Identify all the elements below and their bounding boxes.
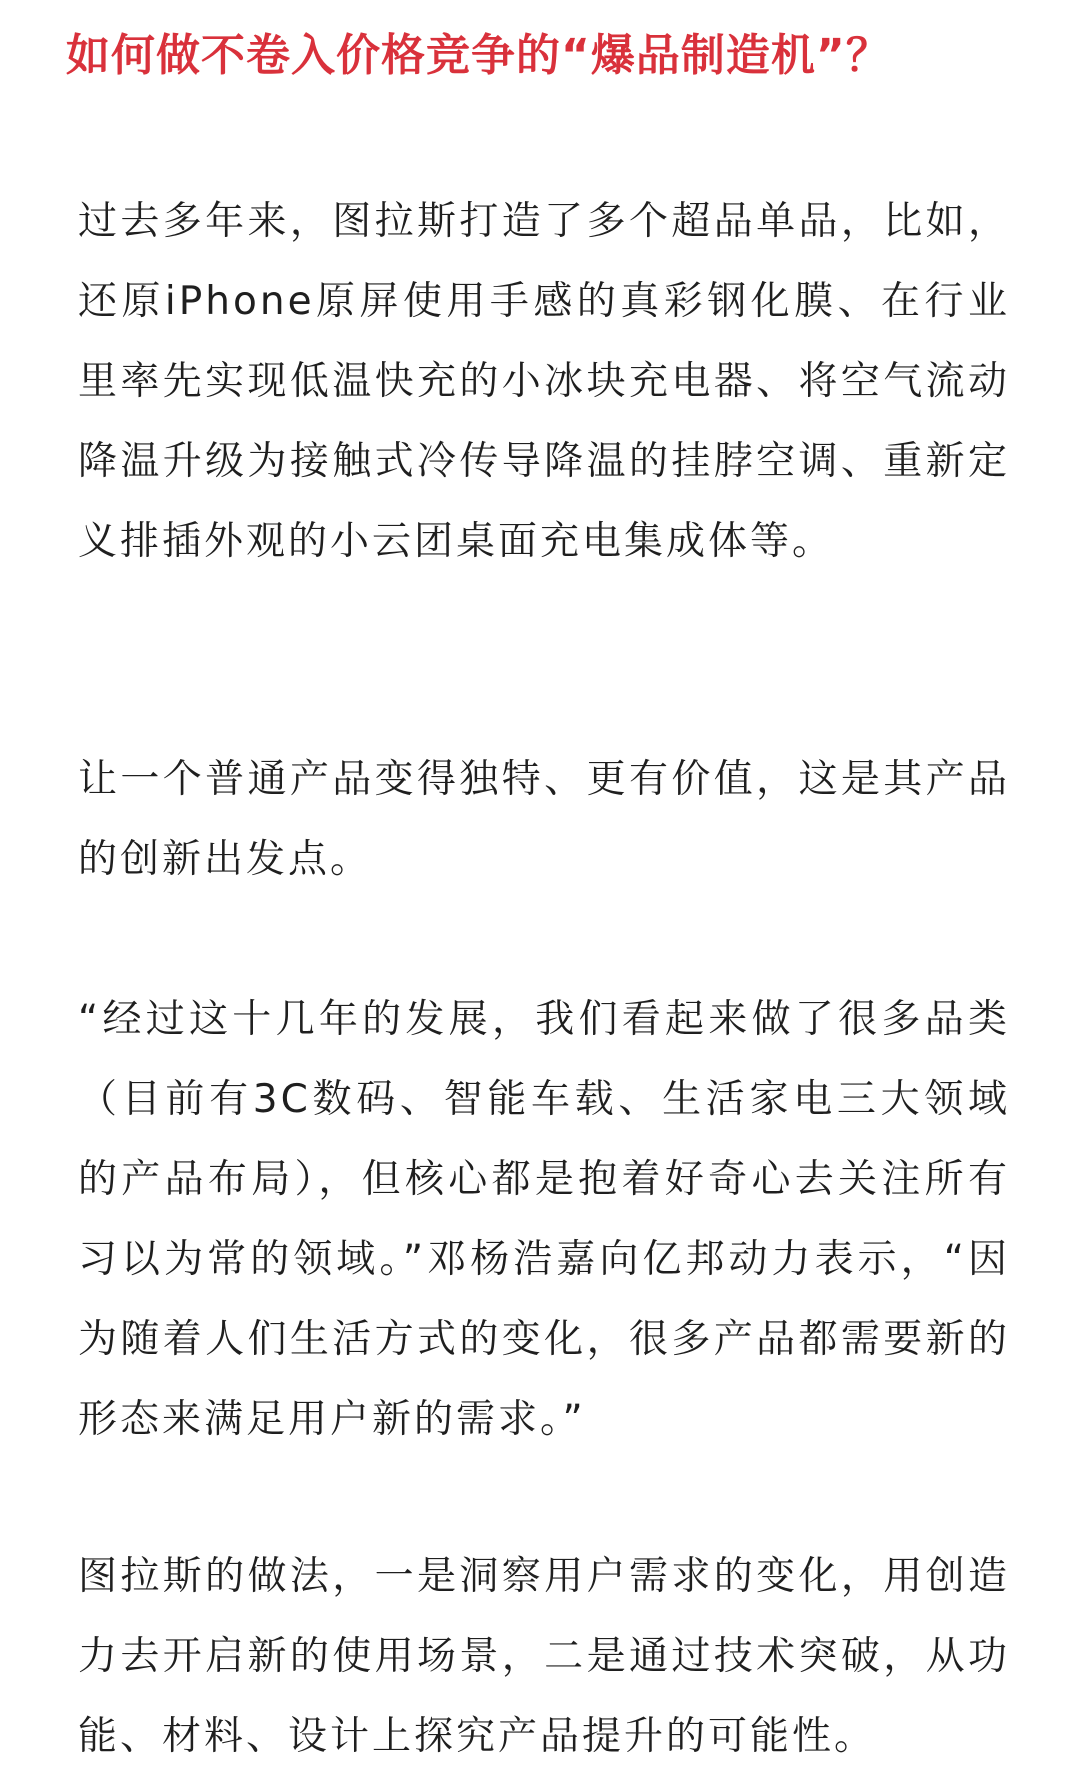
paragraph-approach: 图拉斯的做法，一是洞察用户需求的变化，用创造力去开启新的使用场景，二是通过技术突破，从功能、材料、设计上探究产品提升的可能性。 [78,1554,1010,1759]
paragraph-innovation-origin: 让一个普通产品变得独特、更有价值，这是其产品的创新出发点。 [78,757,1010,882]
section-heading: 如何做不卷入价格竞争的“爆品制造机”？ [66,30,891,81]
paragraph-quote: “经过这十几年的发展，我们看起来做了很多品类（目前有3C数码、智能车载、生活家电三大领域的产品布局），但核心都是抱着好奇心去关注所有习以为常的领域。”邓杨浩嘉向亿邦动力表示，“因为随着人们生活方式的变化，很多产品都需要新的形态来满足用户新的需求。” [78,997,1010,1442]
paragraph-product-list: 过去多年来，图拉斯打造了多个超品单品，比如，还原iPhone原屏使用手感的真彩钢化膜、在行业里率先实现低温快充的小冰块充电器、将空气流动降温升级为接触式冷传导降温的挂脖空调、重新定义排插外观的小云团桌面充电集成体等。 [78,199,1010,564]
